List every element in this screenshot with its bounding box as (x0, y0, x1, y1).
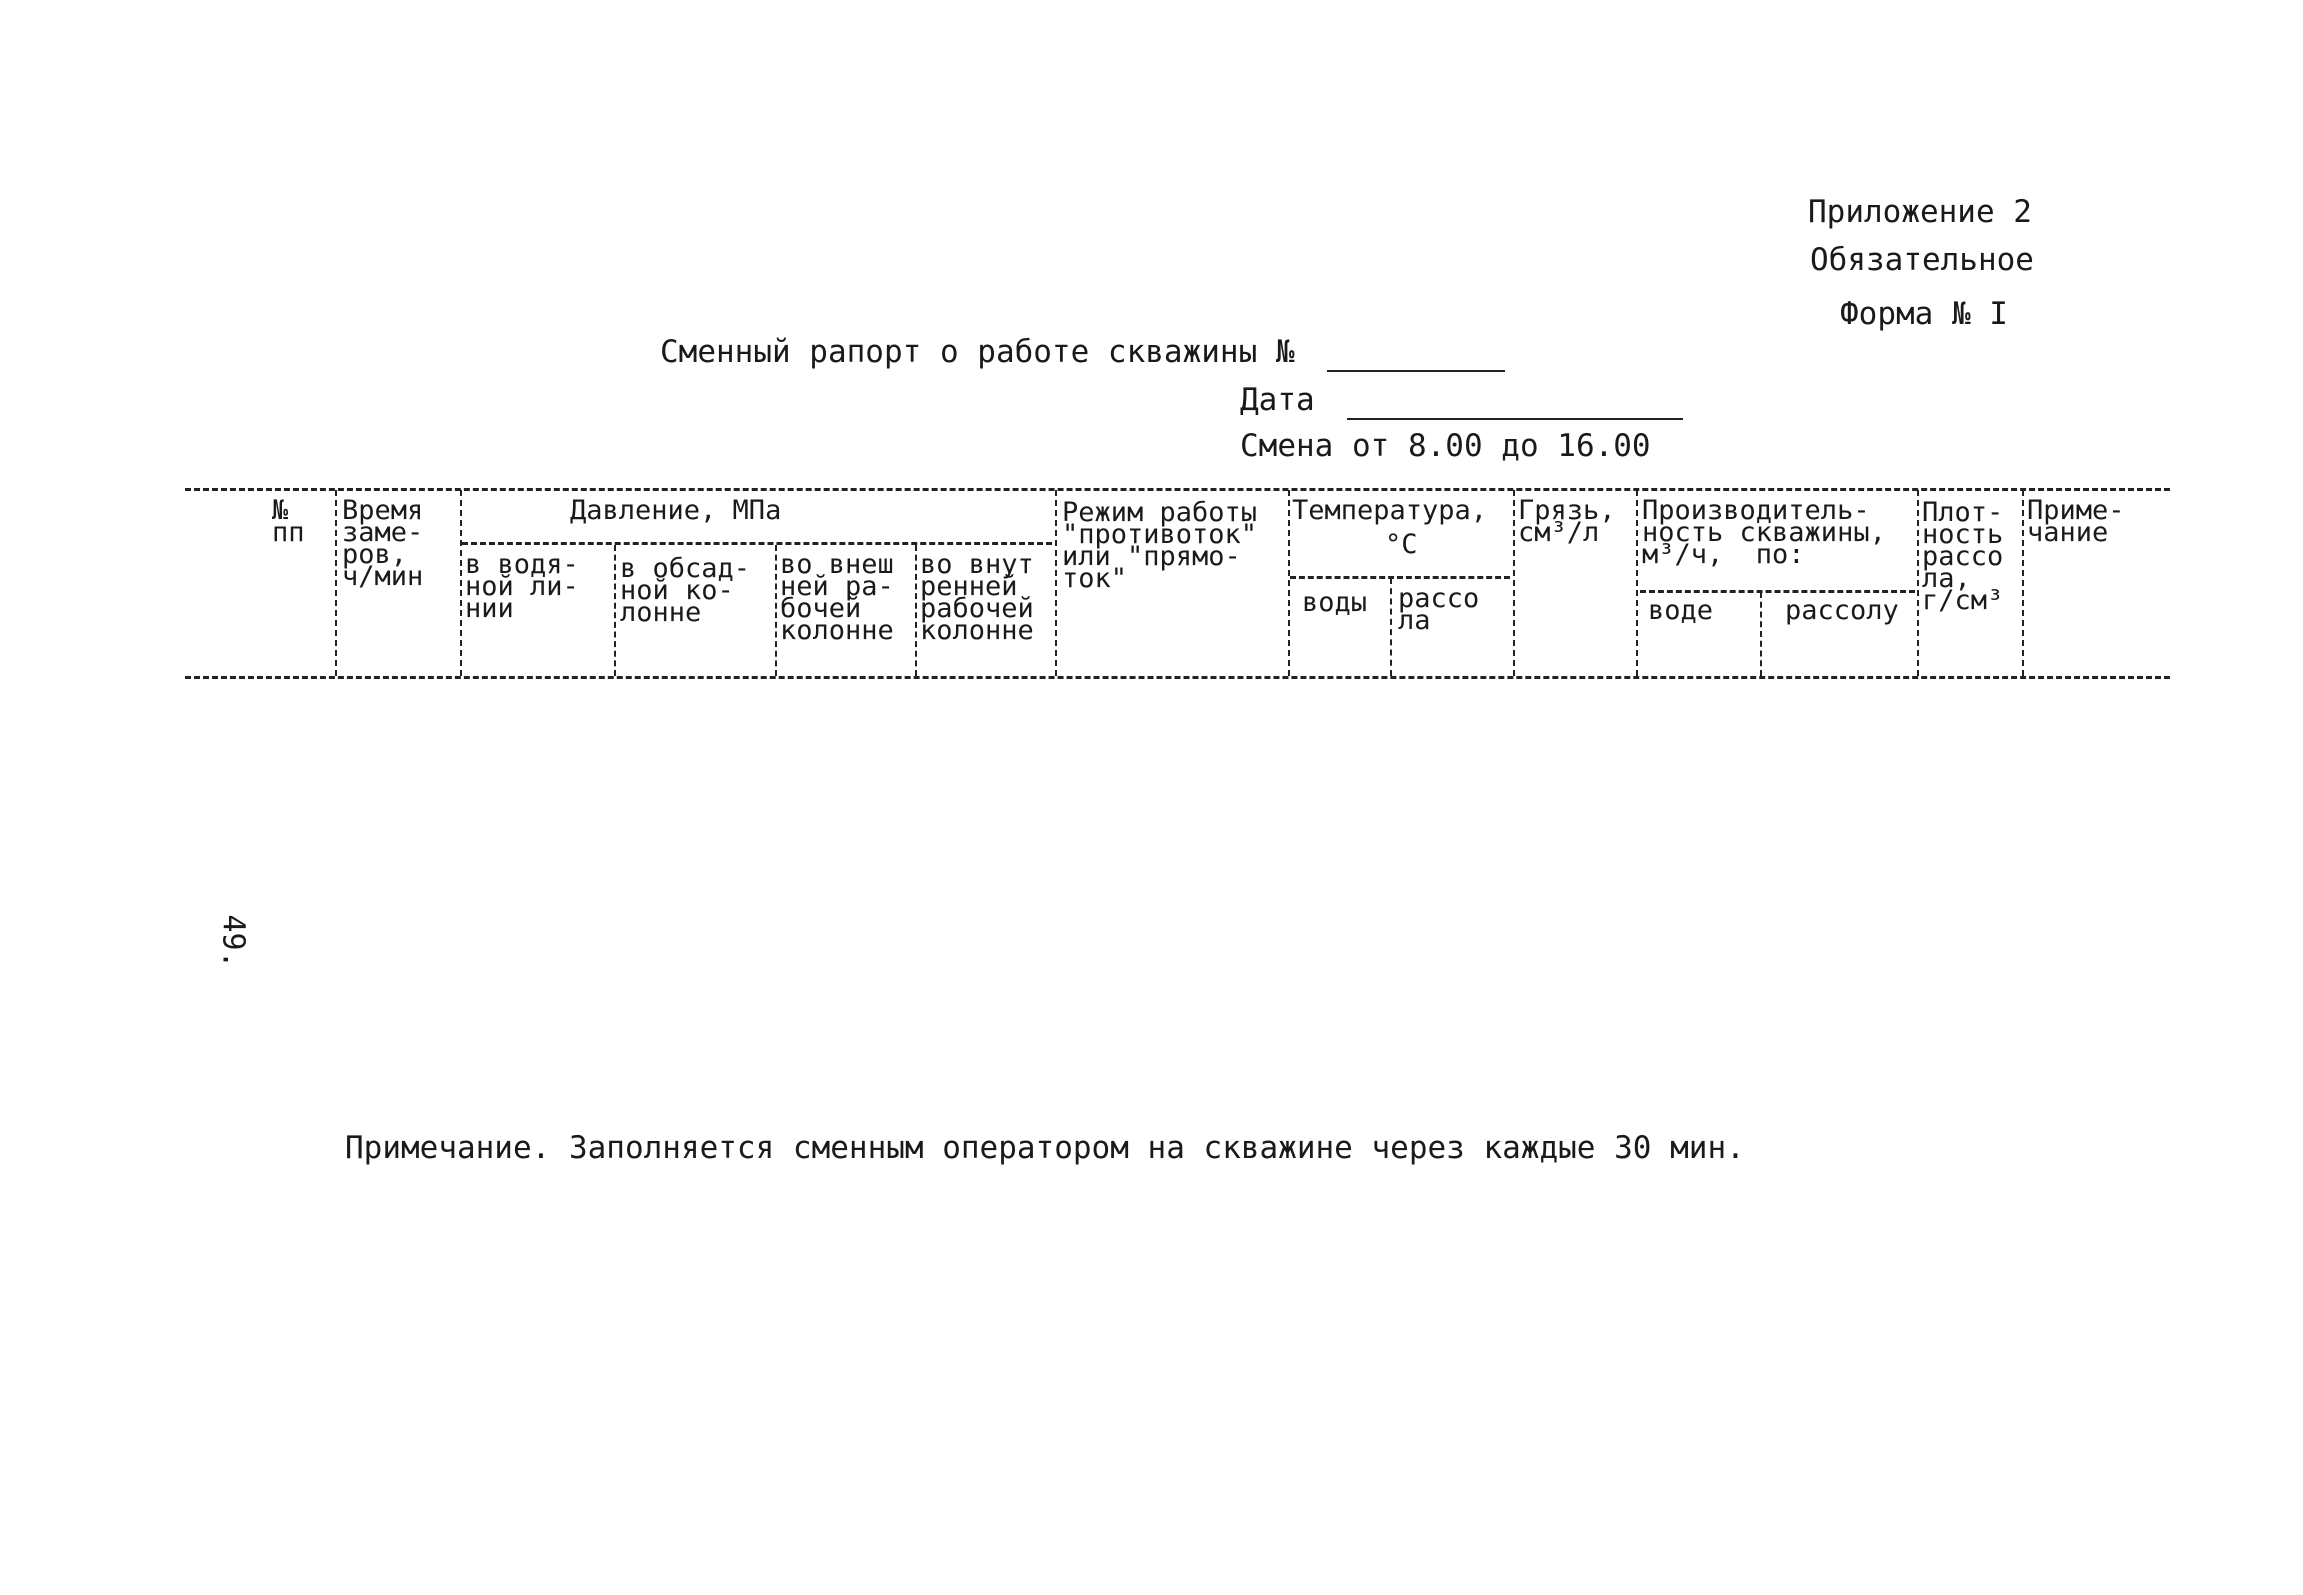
temp-group-rule (1290, 576, 1510, 579)
pressure-group-rule (462, 542, 1052, 545)
divider (1636, 490, 1638, 676)
divider (775, 545, 777, 676)
col-number-header: № пп (272, 495, 305, 548)
date-field[interactable] (1347, 382, 1683, 420)
productivity-brine-header: рассолу (1785, 595, 1899, 626)
pressure-casing-header: в обсад- ной ко- лонне (620, 553, 751, 628)
temp-group-header: Температура, (1292, 495, 1488, 526)
density-header: Плот- ность рассо ла, г/см³ (1922, 497, 2004, 616)
well-number-field[interactable] (1327, 334, 1505, 372)
productivity-water-header: воде (1648, 595, 1714, 626)
divider (1390, 578, 1392, 676)
temp-unit: °С (1385, 529, 1418, 560)
temp-brine-header: рассо ла (1398, 583, 1480, 636)
mud-header: Грязь, см³/л (1518, 495, 1616, 548)
divider (1055, 490, 1057, 676)
page-number: 49. (215, 914, 251, 969)
divider (460, 490, 462, 676)
divider (1917, 490, 1919, 676)
shift-text: Смена от 8.00 до 16.00 (1240, 428, 1651, 464)
pressure-water-line-header: в водя- ной ли- нии (465, 549, 579, 624)
divider (1288, 490, 1290, 676)
footnote: Примечание. Заполняется сменным оператором на скважине через каждые 30 мин. (345, 1130, 1745, 1166)
report-title-text: Сменный рапорт о работе скважины № (660, 334, 1295, 370)
appendix-status: Обязательное (1810, 242, 2034, 278)
appendix-label: Приложение 2 (1808, 194, 2032, 230)
form-number: Форма № I (1840, 296, 2008, 332)
pressure-inner-column-header: во внут ренней рабочей колонне (920, 549, 1034, 646)
date-row (1240, 382, 1683, 420)
divider (1760, 592, 1762, 676)
divider (614, 545, 616, 676)
prod-group-rule (1640, 590, 1915, 593)
table-top-rule (185, 488, 2170, 491)
pressure-group-header: Давление, МПа (570, 495, 782, 526)
divider (2022, 490, 2024, 676)
note-header: Приме- чание (2027, 495, 2125, 548)
mode-header: Режим работы "противоток" или "прямо- ток" (1062, 497, 1258, 594)
divider (915, 545, 917, 676)
col-time-header: Время заме- ров, ч/мин (342, 495, 424, 592)
temp-water-header: воды (1302, 587, 1368, 618)
date-label: Дата (1240, 382, 1315, 418)
divider (1513, 490, 1515, 676)
productivity-group-header: Производитель- ность скважины, м³/ч, по: (1642, 495, 1886, 570)
divider (335, 490, 337, 676)
report-title (660, 334, 1505, 372)
table-bottom-rule (185, 676, 2170, 679)
pressure-outer-column-header: во внеш ней ра- бочей колонне (780, 549, 894, 646)
